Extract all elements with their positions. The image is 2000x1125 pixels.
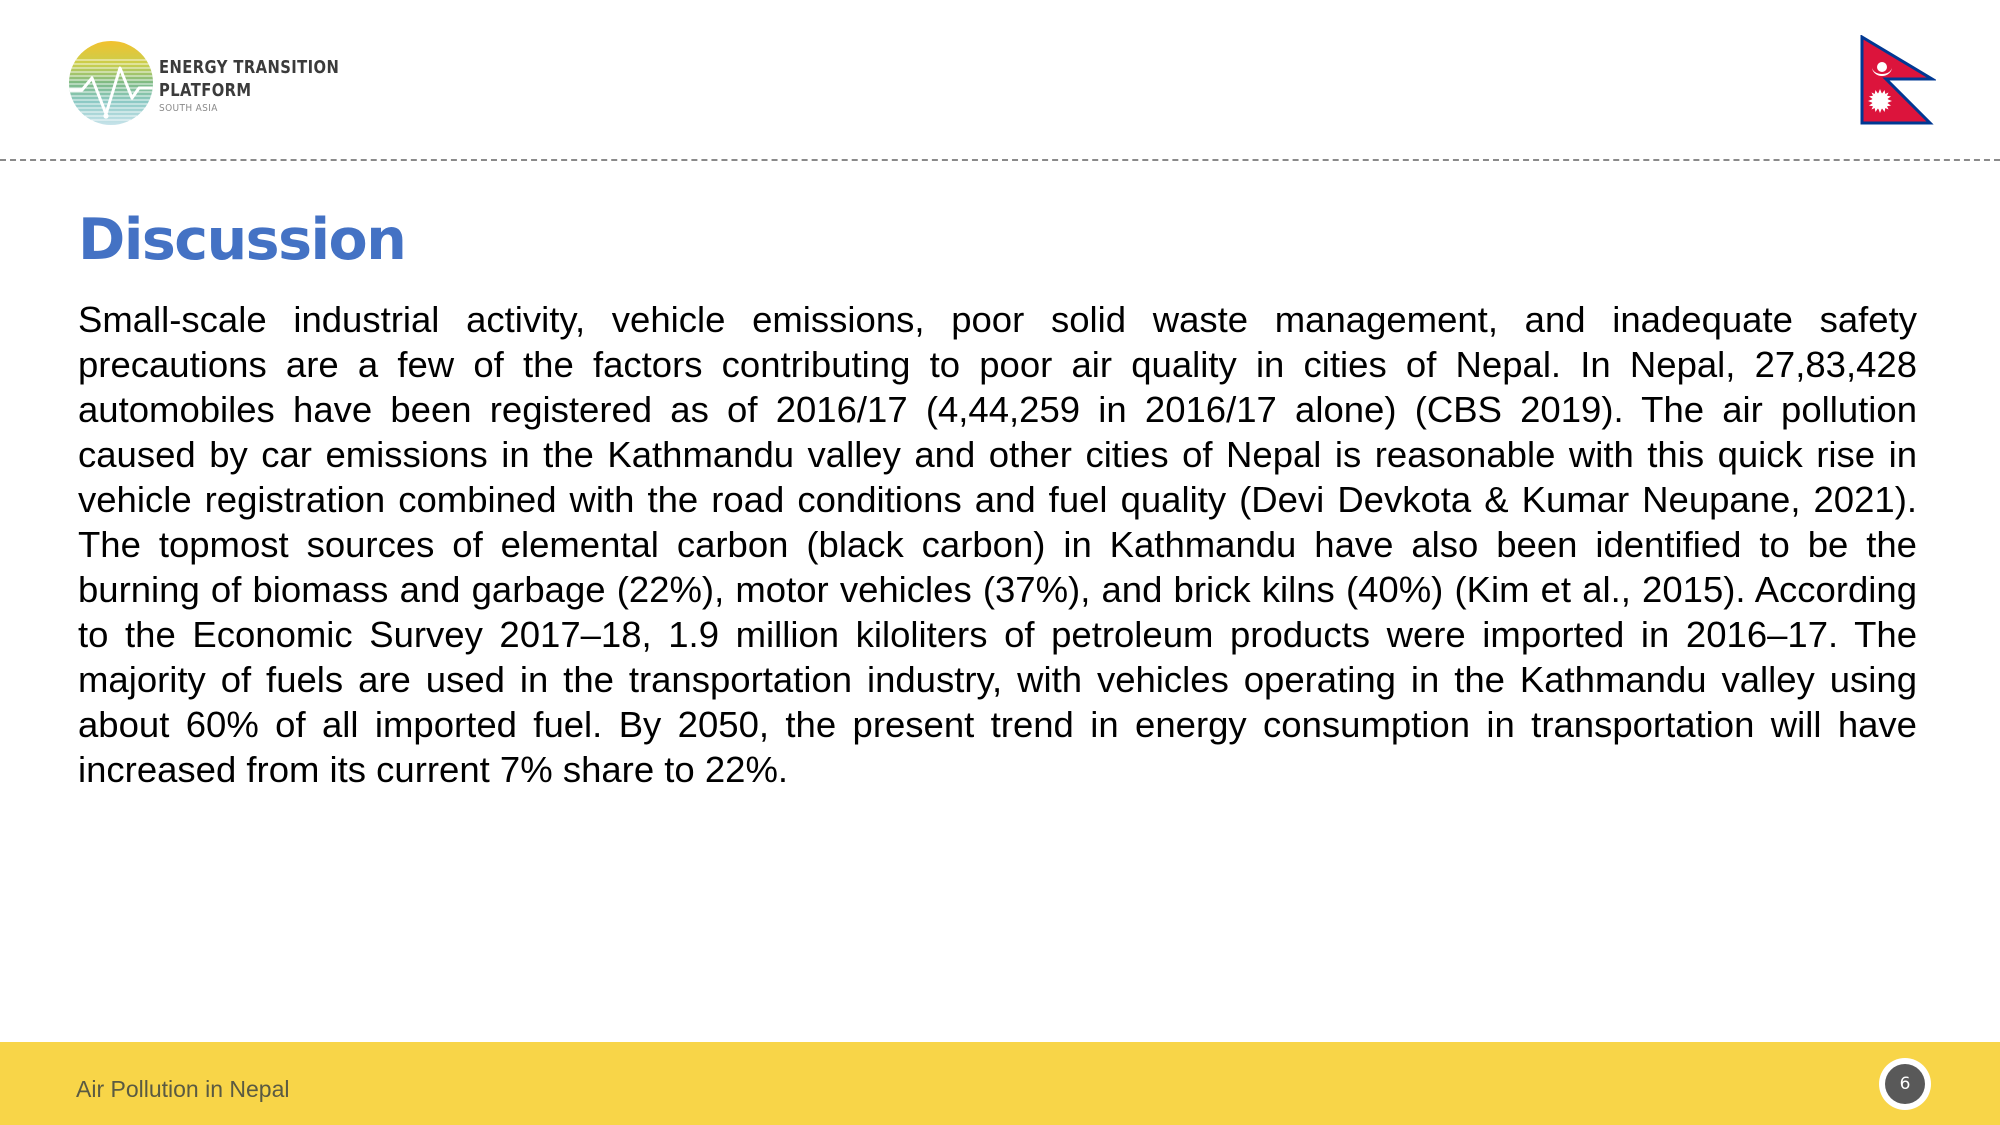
page-number-badge: [1879, 1058, 1931, 1110]
nepal-flag-icon: [1860, 35, 1936, 125]
page-number: 6: [1885, 1064, 1925, 1104]
slide-footer: [0, 1042, 2000, 1125]
energy-transition-platform-logo: [68, 40, 348, 130]
energy-wave-logo-icon: [68, 40, 154, 126]
slide-title: Discussion: [78, 207, 406, 273]
slide-body-paragraph: Small-scale industrial activity, vehicle emissions, poor solid waste management, and inadequate safety precautions are a few of the factors contributing to poor air quality in cities of Nepal. In Nepal, 27,83,428 automobiles have been registered as of 2016/17 (4,44,259 in 2016/17 alone) (CBS 2019). The air pollution caused by car emissions in the Kathmandu valley and other cities of Nepal is reasonable with this quick rise in vehicle registration combined with the road conditions and fuel quality (Devi Devkota & Kumar Neupane, 2021). The topmost sources of elemental carbon (black carbon) in Kathmandu have also been identified to be the burning of biomass and garbage (22%), motor vehicles (37%), and brick kilns (40%) (Kim et al., 2015). According to the Economic Survey 2017–18, 1.9 million kiloliters of petroleum products were imported in 2016–17. The majority of fuels are used in the transportation industry, with vehicles operating in the Kathmandu valley using about 60% of all imported fuel. By 2050, the present trend in energy consumption in transportation will have increased from its current 7% share to 22%.: [78, 299, 1917, 790]
logo-line-south-asia: SOUTH ASIA: [159, 103, 218, 114]
logo-wordmark: [159, 56, 379, 116]
footer-title: Air Pollution in Nepal: [76, 1076, 290, 1102]
logo-line-energy-transition: ENERGY TRANSITION: [159, 57, 340, 78]
logo-line-platform: PLATFORM: [159, 80, 252, 101]
header-divider: [0, 159, 2000, 161]
